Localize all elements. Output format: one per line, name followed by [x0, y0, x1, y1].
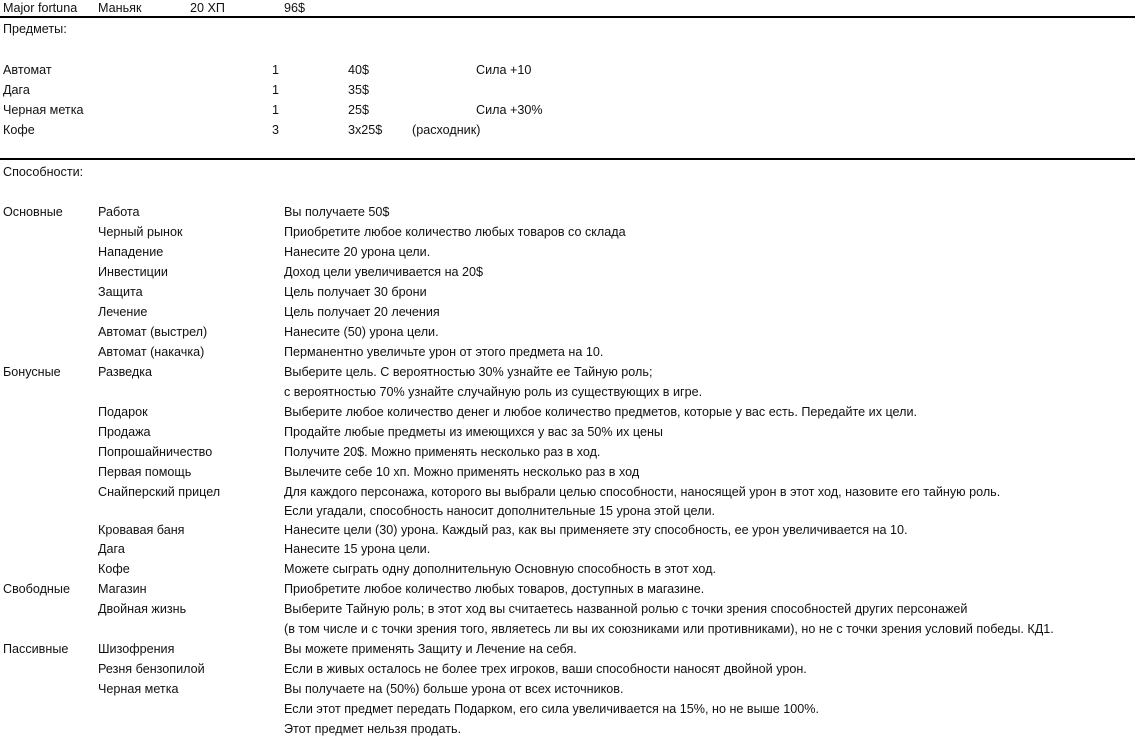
ability-desc: Вы можете применять Защиту и Лечение на себя. — [284, 642, 577, 656]
ability-name: Шизофрения — [98, 642, 175, 656]
group-label-free: Свободные — [3, 582, 70, 596]
ability-desc: Выберите любое количество денег и любое количество предметов, которые у вас есть. Передайте их цели. — [284, 405, 918, 419]
ability-desc: Нанесите 15 урона цели. — [284, 542, 431, 556]
item-price: 3x25$ — [348, 123, 383, 137]
player-role: Маньяк — [98, 1, 142, 15]
group-label-passive: Пассивные — [3, 642, 69, 656]
ability-desc-continued: (в том числе и с точки зрения того, являетесь ли вы их союзниками или противниками), но не с точки зрения условий победы. КД1. — [284, 622, 1054, 636]
ability-desc: Вы получаете на (50%) больше урона от всех источников. — [284, 682, 624, 696]
ability-name: Кофе — [98, 562, 130, 576]
ability-name: Попрошайничество — [98, 445, 213, 459]
ability-name: Автомат (выстрел) — [98, 325, 208, 339]
ability-desc: Выберите цель. С вероятностью 30% узнайте ее Тайную роль; — [284, 365, 653, 379]
section-divider — [0, 158, 1135, 160]
ability-desc: Приобретите любое количество любых товаров со склада — [284, 225, 626, 239]
ability-name: Кровавая баня — [98, 523, 185, 537]
ability-name: Дага — [98, 542, 125, 556]
ability-desc: Цель получает 20 лечения — [284, 305, 440, 319]
ability-name: Инвестиции — [98, 265, 168, 279]
item-qty: 3 — [272, 123, 280, 137]
ability-name: Двойная жизнь — [98, 602, 187, 616]
ability-name: Лечение — [98, 305, 148, 319]
ability-desc: Выберите Тайную роль; в этот ход вы считаетесь названной ролью с точки зрения способностей других персонажей — [284, 602, 968, 616]
ability-name: Подарок — [98, 405, 148, 419]
items-title: Предметы: — [3, 22, 67, 36]
ability-desc: Цель получает 30 брони — [284, 285, 427, 299]
ability-desc: Получите 20$. Можно применять несколько раз в ход. — [284, 445, 601, 459]
ability-desc-continued: Если угадали, способность наносит дополнительные 15 урона этой цели. — [284, 504, 716, 518]
item-qty: 1 — [272, 63, 280, 77]
ability-desc: Можете сыграть одну дополнительную Основную способность в этот ход. — [284, 562, 717, 576]
ability-desc-continued: Если этот предмет передать Подарком, его сила увеличивается на 15%, но не выше 100%. — [284, 702, 819, 716]
ability-name: Первая помощь — [98, 465, 192, 479]
ability-name: Нападение — [98, 245, 164, 259]
item-price: 25$ — [348, 103, 370, 117]
item-name: Автомат — [3, 63, 52, 77]
group-label-basic: Основные — [3, 205, 63, 219]
ability-name: Разведка — [98, 365, 153, 379]
ability-desc: Приобретите любое количество любых товаров, доступных в магазине. — [284, 582, 705, 596]
item-name: Дага — [3, 83, 30, 97]
ability-desc: Нанесите (50) урона цели. — [284, 325, 439, 339]
ability-desc: Вылечите себе 10 хп. Можно применять несколько раз в ход — [284, 465, 640, 479]
item-price: 40$ — [348, 63, 370, 77]
ability-name: Резня бензопилой — [98, 662, 205, 676]
ability-desc: Вы получаете 50$ — [284, 205, 390, 219]
group-label-bonus: Бонусные — [3, 365, 61, 379]
ability-desc: Продайте любые предметы из имеющихся у вас за 50% их цены — [284, 425, 663, 439]
player-name: Major fortuna — [3, 1, 78, 15]
item-name: Кофе — [3, 123, 35, 137]
ability-name: Работа — [98, 205, 140, 219]
ability-desc: Перманентно увеличьте урон от этого предмета на 10. — [284, 345, 604, 359]
ability-desc: Доход цели увеличивается на 20$ — [284, 265, 484, 279]
ability-name: Продажа — [98, 425, 151, 439]
ability-name: Магазин — [98, 582, 147, 596]
item-effect: Сила +10 — [476, 63, 532, 77]
abilities-title: Способности: — [3, 165, 84, 179]
item-note: (расходник) — [412, 123, 481, 137]
player-hp: 20 ХП — [190, 1, 225, 15]
ability-desc-continued: Этот предмет нельзя продать. — [284, 722, 462, 736]
ability-desc: Если в живых осталось не более трех игроков, ваши способности наносят двойной урон. — [284, 662, 807, 676]
ability-desc: Для каждого персонажа, которого вы выбрали целью способности, наносящей урон в этот ход, назовите его тайную роль. — [284, 485, 1001, 499]
item-qty: 1 — [272, 83, 280, 97]
ability-desc: Нанесите 20 урона цели. — [284, 245, 431, 259]
ability-desc-continued: с вероятностью 70% узнайте случайную роль из существующих в игре. — [284, 385, 703, 399]
ability-desc: Нанесите цели (30) урона. Каждый раз, как вы применяете эту способность, ее урон увеличивается на 10. — [284, 523, 908, 537]
ability-name: Снайперский прицел — [98, 485, 221, 499]
item-price: 35$ — [348, 83, 370, 97]
item-name: Черная метка — [3, 103, 84, 117]
ability-name: Черная метка — [98, 682, 179, 696]
player-money: 96$ — [284, 1, 306, 15]
ability-name: Черный рынок — [98, 225, 183, 239]
ability-name: Защита — [98, 285, 143, 299]
ability-name: Автомат (накачка) — [98, 345, 205, 359]
section-divider — [0, 16, 1135, 18]
item-effect: Сила +30% — [476, 103, 543, 117]
item-qty: 1 — [272, 103, 280, 117]
